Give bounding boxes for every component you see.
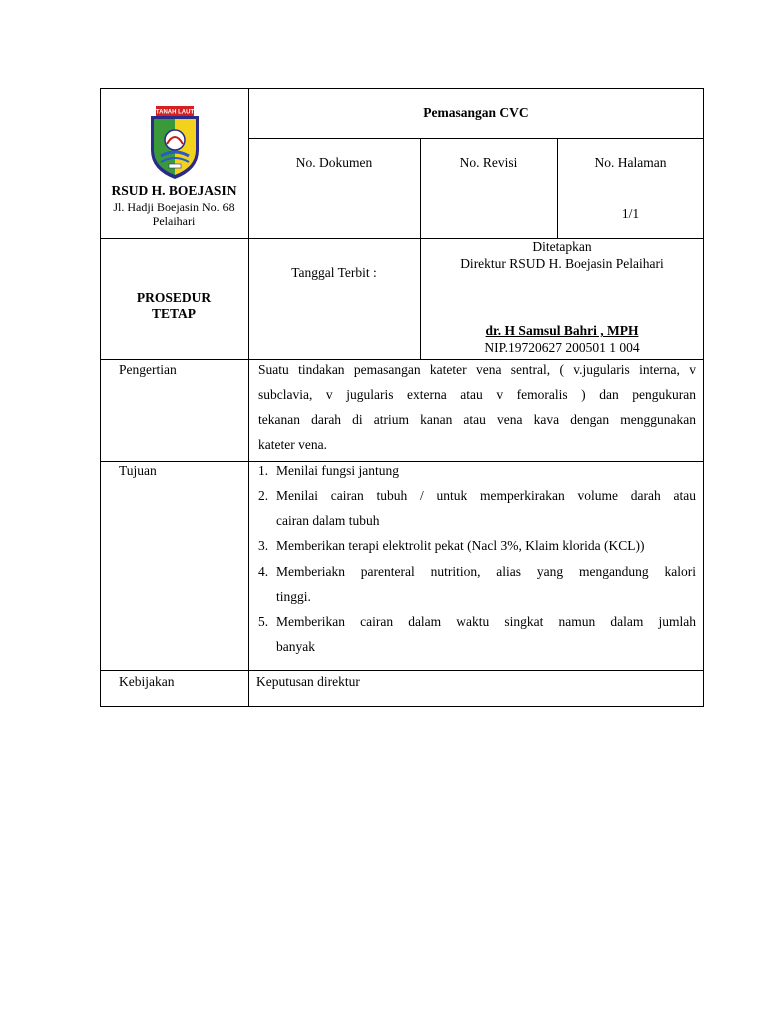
no-revisi-label: No. Revisi <box>459 155 518 170</box>
prosedur-label-line2: TETAP <box>151 306 196 321</box>
tujuan-item-text: Menilai cairan tubuh / untuk memperkirakan volume darah atau <box>276 488 696 503</box>
kebijakan-label: Kebijakan <box>119 674 175 689</box>
divider-title <box>248 138 704 139</box>
divider-pengertian <box>100 359 704 360</box>
tujuan-label: Tujuan <box>119 463 157 478</box>
tujuan-item-text: Menilai fungsi jantung <box>276 463 399 478</box>
tujuan-item-text: Memberikan terapi elektrolit pekat (Nacl 3%, Klaim klorida (KCL)) <box>276 538 645 553</box>
border-bottom <box>100 706 704 707</box>
pengertian-label: Pengertian <box>119 362 177 377</box>
tujuan-item-number: 5. <box>258 614 269 629</box>
border-top <box>100 88 704 89</box>
tujuan-item-text: tinggi. <box>276 589 311 604</box>
document-title: Pemasangan CVC <box>423 105 529 120</box>
tujuan-item-number: 2. <box>258 488 269 503</box>
divider-revisi <box>420 138 421 239</box>
direktur-label: Direktur RSUD H. Boejasin Pelaihari <box>460 256 664 271</box>
tujuan-item-number: 1. <box>258 463 269 478</box>
border-left <box>100 88 101 707</box>
tujuan-item-text: cairan dalam tubuh <box>276 513 380 528</box>
hospital-address-line1: Jl. Hadji Boejasin No. 68 <box>113 200 235 214</box>
pengertian-line: subclavia, v jugularis externa atau v femoralis ) dan pengukuran <box>258 387 696 402</box>
tujuan-item-text: banyak <box>276 639 315 654</box>
divider-kebijakan <box>100 670 704 671</box>
prosedur-label-line1: PROSEDUR <box>136 290 212 305</box>
tanggal-terbit-label: Tanggal Terbit : <box>291 265 377 280</box>
pengertian-line: Suatu tindakan pemasangan kateter vena sentral, ( v.jugularis interna, v <box>258 362 696 377</box>
no-halaman-label: No. Halaman <box>594 155 667 170</box>
halaman-value: 1/1 <box>621 206 640 221</box>
kebijakan-text: Keputusan direktur <box>256 674 360 689</box>
divider-halaman <box>557 138 558 239</box>
tujuan-item-text: Memberikan cairan dalam waktu singkat namun dalam jumlah <box>276 614 696 629</box>
tujuan-item-text: Memberiakn parenteral nutrition, alias yang mengandung kalori <box>276 564 696 579</box>
hospital-address-line2: Pelaihari <box>152 214 196 228</box>
hospital-name: RSUD H. BOEJASIN <box>111 183 237 198</box>
tujuan-item-number: 4. <box>258 564 269 579</box>
border-right <box>703 88 704 707</box>
tujuan-item-number: 3. <box>258 538 269 553</box>
pengertian-line: tekanan darah di atrium kanan atau vena kava dengan menggunakan <box>258 412 696 427</box>
signer-nip: NIP.19720627 200501 1 004 <box>484 340 640 355</box>
divider-tujuan <box>100 461 704 462</box>
ditetapkan-label: Ditetapkan <box>532 239 592 254</box>
pengertian-line: kateter vena. <box>258 437 327 452</box>
svg-text:TANAH LAUT: TANAH LAUT <box>155 109 195 116</box>
hospital-logo <box>147 104 203 180</box>
no-dokumen-label: No. Dokumen <box>295 155 373 170</box>
divider-label-col <box>248 88 249 707</box>
signer-name: dr. H Samsul Bahri , MPH <box>485 323 639 338</box>
